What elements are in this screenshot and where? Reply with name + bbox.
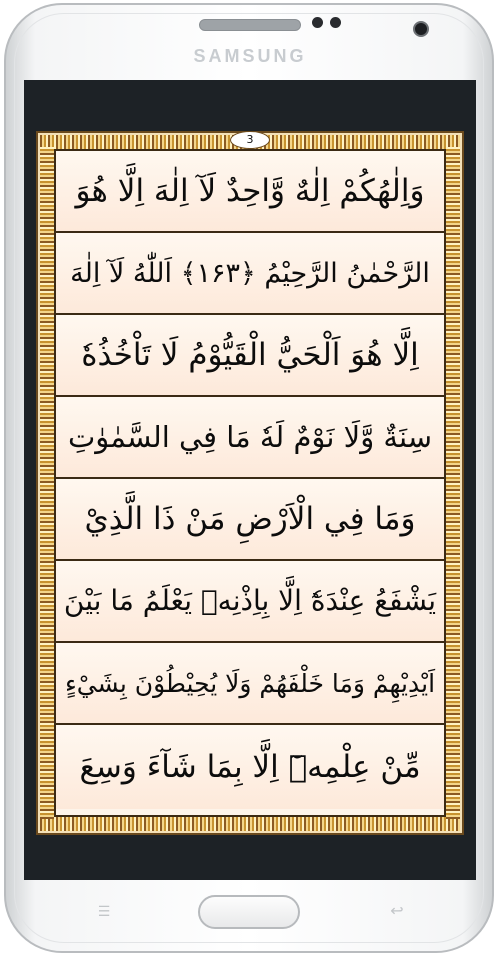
verse-line-text: سِنَةٌ وَّلَا نَوْمٌ لَهٗ مَا فِي السَّمٰوٰتِ — [67, 419, 433, 454]
verse-line-text: مِّنْ عِلْمِهٖٓ اِلَّا بِمَا شَآءَ وَسِعَ — [79, 748, 421, 785]
decorative-border-left — [40, 147, 54, 819]
proximity-sensor — [312, 17, 323, 28]
verse-line-text: وَاِلٰهُكُمْ اِلٰهٌ وَّاحِدٌ لَآ اِلٰهَ اِلَّا هُوَ — [75, 172, 425, 209]
menu-icon[interactable]: ☰ — [97, 904, 111, 920]
verse-line — [56, 479, 444, 561]
back-arrow-icon[interactable]: ↩ — [390, 901, 404, 920]
quran-page[interactable] — [36, 131, 464, 835]
page-number: 3 — [230, 131, 270, 149]
decorative-border-right — [446, 147, 460, 819]
home-button[interactable] — [198, 895, 300, 929]
earpiece-speaker — [199, 19, 301, 31]
verse-line — [56, 315, 444, 397]
verse-line-text: اِلَّا هُوَ اَلْحَيُّ الْقَيُّوْمُ لَا تَاْخُذُهٗ — [81, 336, 419, 373]
verse-line — [56, 561, 444, 643]
verse-line — [56, 397, 444, 479]
verse-line — [56, 725, 444, 809]
verse-line — [56, 151, 444, 233]
verse-line — [56, 233, 444, 315]
verse-line-text: وَمَا فِي الْاَرْضِ مَنْ ذَا الَّذِيْ — [84, 500, 416, 537]
verse-line-text: يَشْفَعُ عِنْدَهٗٓ اِلَّا بِاِذْنِهٖ يَعْلَمُ مَا بَيْنَ — [63, 584, 437, 617]
verse-line — [56, 643, 444, 725]
light-sensor — [330, 17, 341, 28]
phone-screen — [24, 80, 476, 880]
front-camera-icon — [413, 21, 429, 37]
verse-line-text: اَيْدِيْهِمْ وَمَا خَلْفَهُمْ وَلَا يُحِيْطُوْنَ بِشَيْءٍ — [64, 668, 436, 698]
verse-text-area — [54, 149, 446, 817]
brand-logo: SAMSUNG — [193, 46, 307, 66]
verse-line-text: الرَّحْمٰنُ الرَّحِيْمُ ﴿۱۶۳﴾ اَللّٰهُ لَآ اِلٰهَ — [70, 257, 430, 289]
